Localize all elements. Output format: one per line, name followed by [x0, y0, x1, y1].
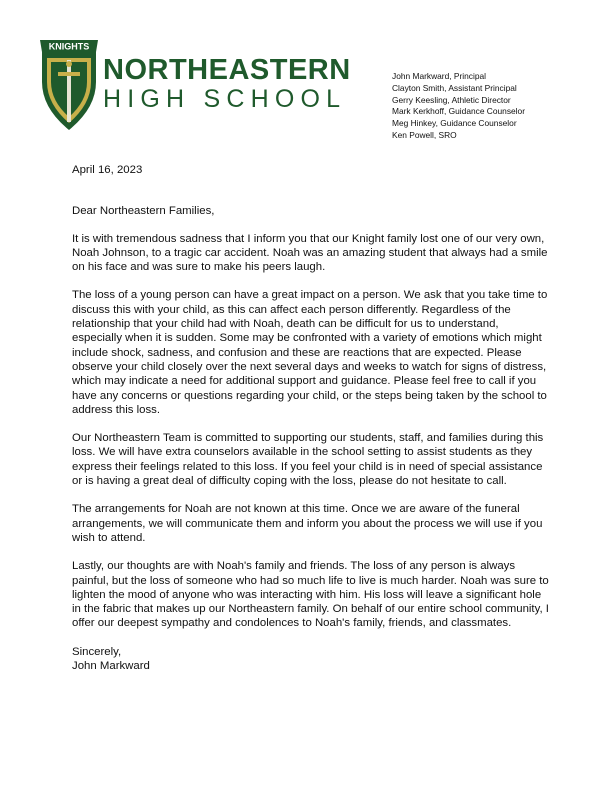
- staff-item: John Markward, Principal: [392, 71, 487, 81]
- letter-body: [72, 163, 550, 673]
- school-name-line1: NORTHEASTERN: [103, 54, 351, 86]
- staff-list: [392, 71, 525, 142]
- logo-banner: [40, 40, 98, 52]
- school-logo: [38, 38, 100, 134]
- letter-paragraph: Our Northeastern Team is committed to supporting our students, staff, and families during this loss. We will have extra counselors available in the school setting to assist students as they express their feelings related to this loss. If you feel your child is in need of special assistance or is having a great deal of difficulty coping with the loss, please do not hesitate to call.: [72, 432, 544, 488]
- letter-closing: Sincerely,: [72, 645, 122, 658]
- letter-paragraph: The arrangements for Noah are not known at this time. Once we are aware of the funeral arrangements, we will communicate them and inform you about the process we will use if you wish to attend.: [72, 503, 543, 544]
- school-name-line2: HIGH SCHOOL: [103, 85, 347, 113]
- staff-item: Gerry Keesling, Athletic Director: [392, 94, 511, 105]
- letter-paragraph: It is with tremendous sadness that I inform you that our Knight family lost one of our very own, Noah Johnson, to a tragic car accident. Noah was an amazing student that always had a smile on his face and was sure to make his peers laugh.: [72, 232, 548, 274]
- letter-paragraph: The loss of a young person can have a great impact on a person. We ask that you take time to discuss this with your child, as this can affect each person differently. Regardless of the relationship that your child had with Noah, death can be difficult for us to understand, especially when it is sudden. Some may be confronted with a variety of emotions which might include shock, sadness, and confusion and these are reactions that are expected. Please observe your child closely over the next several days and weeks to watch for signs of distress, which may indicate a need for additional support and guidance. Please feel free to call if you have any concerns or questions regarding your child, or the steps being taken by the school to address this loss.: [72, 289, 548, 416]
- letter-paragraph: Lastly, our thoughts are with Noah's family and friends. The loss of any person is always painful, but the loss of someone who had so much life to live is much harder. Noah was sure to lighten the mood of anyone who was interacting with him. His loss will leave a significant hole in the fabric that makes up our Northeastern family. On behalf of our entire school community, I offer our deepest sympathy and condolences to Noah's family, friends, and classmates.: [72, 560, 549, 630]
- staff-item: Ken Powell, SRO: [392, 129, 457, 140]
- staff-item: Mark Kerkhoff, Guidance Counselor: [392, 106, 525, 117]
- staff-item: Clayton Smith, Assistant Principal: [392, 82, 517, 93]
- letter-signer: John Markward: [72, 660, 150, 673]
- letter-greeting: Dear Northeastern Families,: [72, 205, 215, 218]
- staff-item: Meg Hinkey, Guidance Counselor: [392, 118, 517, 129]
- logo-banner-text: KNIGHTS: [48, 41, 90, 52]
- letter-date: April 16, 2023: [72, 164, 143, 176]
- school-name: [103, 56, 351, 112]
